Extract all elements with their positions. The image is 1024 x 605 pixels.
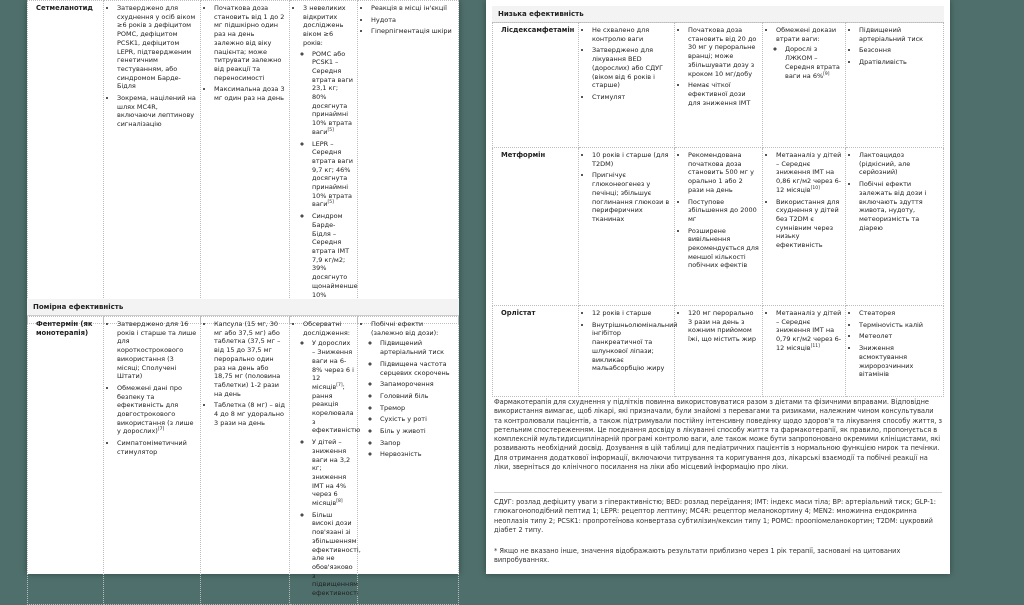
drug-name: Метформін <box>493 148 579 306</box>
divider <box>494 492 942 493</box>
evidence-cell <box>290 1 358 324</box>
citation-ref[interactable]: [7] <box>157 427 165 433</box>
citation-ref[interactable]: [5] <box>327 200 334 206</box>
drug-name: Сетмеланотид <box>28 1 104 324</box>
evidence-tail: ; рання реакція корелювала з ефективністю <box>312 382 361 435</box>
list-item <box>776 151 842 195</box>
adverse-intro: Побічні ефекти (залежно від дози): <box>371 320 439 337</box>
evidence-intro: 3 невеликих відкритих досліджень віком ≥6 років: <box>303 4 346 47</box>
dosing-cell <box>675 148 763 306</box>
citation-ref[interactable]: [7] <box>336 382 343 388</box>
list-item: ◦ Сухість у роті <box>380 415 455 424</box>
table-row <box>493 306 944 397</box>
list-item: ◦ Запаморочення <box>380 380 455 389</box>
dosing-cell <box>675 23 763 148</box>
list-item: • Термінovість калій <box>859 321 940 330</box>
indications-cell <box>579 306 678 397</box>
citation-ref[interactable]: [9] <box>823 71 830 77</box>
list-item: ◦ Підвищений артеріальний тиск <box>380 339 455 356</box>
list-item: • Зокрема, націлений на шлях MC4R, включаючи лептинову сигналізацію <box>117 94 197 129</box>
list-item: • Стимулят <box>592 93 671 102</box>
list-item <box>776 26 842 80</box>
table-row <box>28 317 459 605</box>
evidence-cell <box>290 317 361 605</box>
adverse-cell <box>358 1 459 324</box>
list-item: • Максимальна доза 3 мг один раз на день <box>214 85 286 102</box>
list-item: • Внутрішньолюмінальний інгібітор панкреатичної та шлункової ліпази; викликає мальабсорбцію жиру <box>592 321 671 373</box>
list-item: • Рекомендована початкова доза становить 500 мг у орально 1 або 2 рази на день <box>688 151 759 195</box>
list-item <box>117 320 197 381</box>
section-heading-low: Низька ефективність <box>492 6 944 23</box>
list-item: • Затверджено для лікування BED (дорослих) або СДУГ (віком від 6 років і старше) <box>592 46 671 90</box>
indication-text: Симпатоміметичний стимулятор <box>117 439 187 456</box>
list-item <box>312 339 361 435</box>
list-item <box>312 438 354 508</box>
list-item: ◦ Тремор <box>380 404 455 413</box>
evidence-text: Обмежені докази втрати ваги: <box>776 26 837 43</box>
citation-ref[interactable]: [11] <box>810 343 820 349</box>
indications-cell <box>579 148 675 306</box>
table-row <box>493 148 944 306</box>
evidence-text: Використання для схуднення у дітей без T2DM є сумнівним через низьку ефективність <box>776 197 840 250</box>
citation-ref[interactable]: [8] <box>336 498 343 504</box>
low-efficacy-table <box>492 22 944 397</box>
list-item: ◦ Нервозність <box>380 450 455 459</box>
section-heading-moderate: Помірна ефективність <box>27 299 459 316</box>
indications-cell <box>579 23 675 148</box>
left-page <box>27 0 459 598</box>
asterisk-note: * Якщо не вказано інше, значення відображають результати приблизно через 1 рік терапії, засновані на цитованих випробуваннях. <box>494 547 901 565</box>
dosing-cell <box>201 317 290 605</box>
setmelanotide-table <box>27 0 459 324</box>
list-item: ◦ Біль у животі <box>380 427 455 436</box>
list-item <box>312 510 361 598</box>
table-row <box>493 23 944 148</box>
list-item <box>312 50 354 137</box>
list-item: • Початкова доза становить від 20 до 30 мг у пероральне вранці; може збільшувати дозу з кроком 10 мг/добу <box>688 26 759 78</box>
list-item <box>117 384 197 436</box>
list-item: • Не схвалено для контролю ваги <box>592 26 671 43</box>
list-item: • Нудота <box>371 16 455 25</box>
adverse-cell <box>846 306 944 397</box>
list-item: • Побічні ефекти залежать від дози і включають здуття живота, нудоту, метеоризмість та діарею <box>859 180 940 232</box>
list-item: • Таблетка (8 мг) – від 4 до 8 мг удорально 3 рази на день <box>214 401 286 427</box>
list-item: • Капсула (15 мг, 30 мг або 37,5 мг) або таблетка (37,5 мг – від 15 до 37,5 мг перорально один раз на день або 18,75 мг (половина таблетки) 1-2 рази на день <box>214 320 286 398</box>
drug-name: Лісдексамфетамін <box>493 23 579 148</box>
list-item: • Початкова доза становить від 1 до 2 мг підшкірно один раз на день залежно від віку пацієнта; може титрувати залежно від реакції та переносимості <box>214 4 286 82</box>
evidence-text: Метааналіз у дітей – Середнє зниження ІМТ на 0,86 кг/м2 через 6-12 місяців <box>776 151 842 194</box>
list-item: • Метеолет <box>859 332 940 341</box>
dosing-cell <box>201 1 290 324</box>
list-item: • Поступове збільшення до 2000 мг <box>688 198 759 224</box>
list-item: • Гіперпігментація шкіри <box>371 27 455 36</box>
list-item: • 10 років і старше (для T2DM) <box>592 151 671 168</box>
adverse-cell <box>846 23 944 148</box>
list-item <box>303 4 358 317</box>
list-item: • Дратівливість <box>859 58 940 67</box>
list-item: • Безсоння <box>859 46 940 55</box>
list-item: ◦ Підвищена частота серцевих скорочень <box>380 360 455 377</box>
list-item: • 12 років і старше <box>592 309 671 318</box>
indication-text: Обмежені дані про безпеку та ефективність для довгострокового використання (з лише у дорослих) <box>117 383 194 436</box>
list-item: • Стеаторея <box>859 309 940 318</box>
evidence-text: Більш високі дози пов'язані зі збільшенням ефективності, але не обов'язково з підвищенням ефективності <box>312 510 361 598</box>
list-item: • Лактоацидоз (рідкісний, але серйозний) <box>859 151 940 177</box>
indication-text: Затверджено для 16 років і старше та лише для короткострокового використання (3 місяці; Сполучені Штати) <box>117 320 197 381</box>
evidence-intro: Обсерватні дослідження: <box>303 320 350 337</box>
list-item <box>371 320 455 459</box>
drug-name: Фентермін (як монотерапія) <box>28 317 104 605</box>
evidence-cell <box>763 306 846 397</box>
evidence-text: У дорослих – Зниження ваги на 6-8% через 6 і 12 місяців <box>312 339 354 391</box>
evidence-text: У дітей – зниження ваги на 3,2 кг; зниження ІМТ на 4% через 6 місяців <box>312 438 351 508</box>
list-item <box>312 140 354 210</box>
phentermine-table <box>27 316 459 605</box>
drug-name: Орлістат <box>493 306 579 397</box>
list-item <box>303 320 361 598</box>
indications-cell <box>104 1 201 324</box>
evidence-text: LEPR – Середня втрата ваги 9,7 кг; 46% досягнута принаймні 10% втрата ваги <box>312 139 354 209</box>
evidence-cell <box>763 148 846 306</box>
table-row <box>28 1 459 324</box>
evidence-cell <box>763 23 846 148</box>
list-item: • Підвищений артеріальний тиск <box>859 26 940 43</box>
list-item: • 120 мг перорально 3 рази на день з кожним прийомом їжі, що містить жир <box>688 309 759 344</box>
indications-cell <box>104 317 201 605</box>
list-item <box>776 198 842 250</box>
list-item: • Немає чіткої ефективної дози для зниження ІМТ <box>688 81 759 107</box>
list-item: ◦ Головний біль <box>380 392 455 401</box>
evidence-text: POMC або PCSK1 – Середня втрата ваги 23,1 кг; 80% досягнута принаймні 10% втрата ваги <box>312 49 354 136</box>
citation-ref[interactable]: [5] <box>327 127 334 133</box>
list-item: • Зниження всмоктування жиророзчинних вітамінів <box>859 344 940 379</box>
list-item <box>776 309 842 353</box>
adverse-cell <box>846 148 944 306</box>
list-item <box>117 439 197 456</box>
evidence-text: Синдром Барде-Бідля – Середня втрата ІМТ 7,9 кг/м2; 39% досягнуто щонайменше 10% <box>312 212 358 299</box>
abbreviations-paragraph: СДУГ: розлад дефіциту уваги з гіперактивністю; BED: розлад переїдання; ІМТ: індекс маси тіла; BP: артеріальний тиск; GLP-1: глюкагоноподібний пептид 1; LEPR: рецептор лептину; MC4R: рецептор меланокортину 4; MEN2: множинна ендокринна неоплазія типу 2; PCSK1: пропротеїнова конвертаза субтилізин/кексин типу 1; POMC: проопіомеланокортин; T2DM: цукровий діабет 2 типу. <box>494 498 937 534</box>
right-page <box>486 0 950 574</box>
list-item: • Пригнічує глюконеогенез у печінці; збільшує поглинання глюкози в периферичних тканинах <box>592 171 671 223</box>
list-item: • Реакція в місці ін'єкції <box>371 4 455 13</box>
list-item <box>785 45 842 80</box>
evidence-text: Дорослі з ЛЖКОМ – Середня втрата ваги на 6% <box>785 45 840 80</box>
list-item: • Розширене вивільнення рекомендується для меншої кількості побічних ефектів <box>688 227 759 271</box>
list-item: ◦ Запор <box>380 439 455 448</box>
dosing-cell <box>675 306 763 397</box>
citation-ref[interactable]: [10] <box>810 185 820 191</box>
list-item: • Затверджено для схуднення у осіб віком ≥6 років з дефіцитом POMC, дефіцитом PCSK1, дефіцитом LEPR, підтвердженим генетичним тестуванням, або синдромом Барде-Бідля <box>117 4 197 91</box>
adverse-cell <box>358 317 459 605</box>
evidence-text: Метааналіз у дітей – Середнє зниження ІМТ на 0,79 кг/м2 через 6-12 місяців <box>776 309 842 352</box>
footnote-paragraph: Фармакотерапія для схуднення у підлітків повинна використовуватися разом з дієтами та фізичними вправами. Відповідне використання вимагає, щоб лікарі, які призначали, були знайомі з перевагами та ризиками, належним чином консультували та контролювали пацієнтів, а також підтримували постійну інтенсивну поведінку щодо здоров'я та лікування способу життя, з ретельним спостереженням. Це поєднання досвіду в лікуванні способу життя та фармакотерапії, як правило, пропонується в комплексній мультидисциплінарній програмі контролю ваги, але також може бути запропоновано окремими клініцистами, які розвивають необхідний досвід. Дозування в цій таблиці для педіатричних пацієнтів з нормальною функцією нирок та печінки. Для отримання додаткової інформації, включаючи титрування та коригування доз, лікарські взаємодії та побічні реакції на ліки, зверніться до клінічного посилання на ліки або місцевий інформацію про ліки. <box>494 398 942 472</box>
